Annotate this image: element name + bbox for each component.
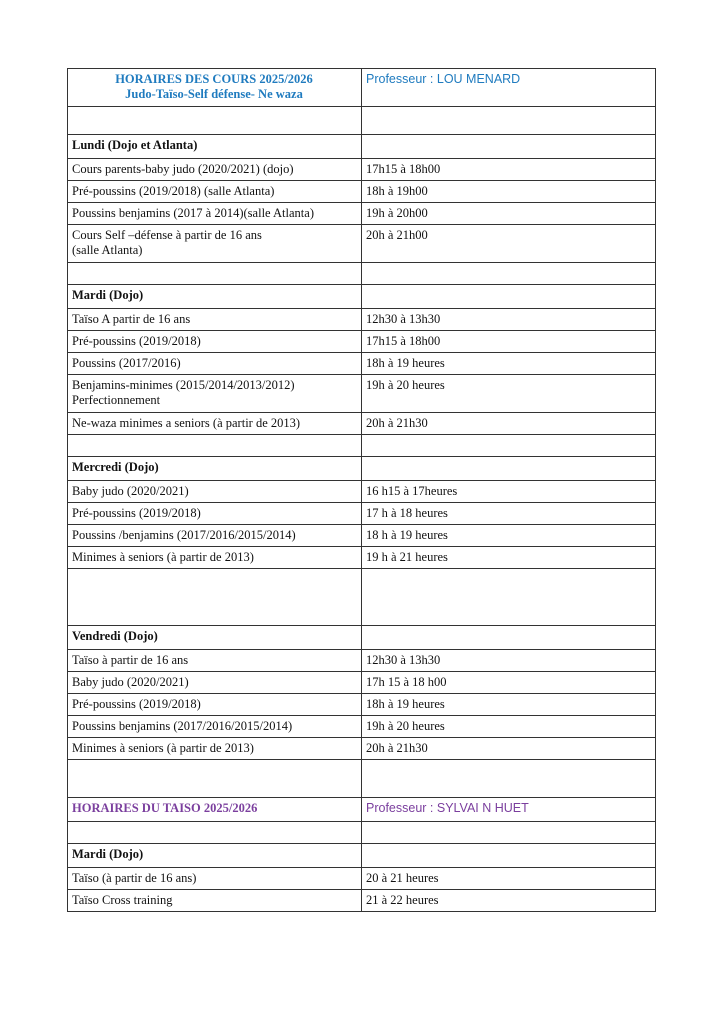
course-name-line: Taïso Cross training xyxy=(72,893,173,907)
taiso-header-row xyxy=(68,798,656,822)
day-label: Mercredi (Dojo) xyxy=(68,457,362,481)
course-row xyxy=(68,890,656,912)
course-name-line: Ne-waza minimes a seniors (à partir de 2013) xyxy=(72,416,301,430)
spacer-cell xyxy=(362,107,656,135)
spacer-cell xyxy=(68,263,362,285)
course-name-line: (salle Atlanta) xyxy=(72,243,143,257)
spacer-cell xyxy=(68,569,362,626)
course-row xyxy=(68,159,656,181)
day-row xyxy=(68,626,656,650)
course-time: 20h à 21h30 xyxy=(362,738,656,760)
course-row xyxy=(68,375,656,413)
course-name xyxy=(68,547,362,569)
course-name xyxy=(68,481,362,503)
course-time: 18h à 19 heures xyxy=(362,353,656,375)
course-row xyxy=(68,694,656,716)
taiso-professor-label: Professeur : SYLVAI N HUET xyxy=(362,798,656,822)
day-label: Lundi (Dojo et Atlanta) xyxy=(68,135,362,159)
course-name-line: Taïso A partir de 16 ans xyxy=(72,312,191,326)
spacer-row xyxy=(68,263,656,285)
course-name xyxy=(68,181,362,203)
course-name xyxy=(68,738,362,760)
course-time: 18h à 19 heures xyxy=(362,694,656,716)
course-row xyxy=(68,503,656,525)
day-label: Vendredi (Dojo) xyxy=(68,626,362,650)
day-empty-cell xyxy=(362,457,656,481)
header-row xyxy=(68,69,656,107)
course-name xyxy=(68,503,362,525)
spacer-cell xyxy=(362,760,656,798)
course-time: 12h30 à 13h30 xyxy=(362,650,656,672)
spacer-cell xyxy=(68,435,362,457)
course-name-line: Pré-poussins (2019/2018) xyxy=(72,506,201,520)
spacer-cell xyxy=(68,822,362,844)
spacer-row xyxy=(68,107,656,135)
course-time: 17h15 à 18h00 xyxy=(362,331,656,353)
course-name xyxy=(68,890,362,912)
course-name-line: Poussins benjamins (2017 à 2014)(salle Atlanta) xyxy=(72,206,314,220)
course-name-line: Pré-poussins (2019/2018) xyxy=(72,334,201,348)
course-name-line: Perfectionnement xyxy=(72,393,161,407)
course-time: 21 à 22 heures xyxy=(362,890,656,912)
day-row xyxy=(68,844,656,868)
day-row xyxy=(68,285,656,309)
course-row xyxy=(68,353,656,375)
course-time: 18h à 19h00 xyxy=(362,181,656,203)
course-name-line: Benjamins-minimes (2015/2014/2013/2012) xyxy=(72,378,295,392)
course-time: 16 h15 à 17heures xyxy=(362,481,656,503)
course-name xyxy=(68,716,362,738)
course-name xyxy=(68,868,362,890)
course-time: 20h à 21h30 xyxy=(362,413,656,435)
taiso-title: HORAIRES DU TAISO 2025/2026 xyxy=(68,798,362,822)
spacer-cell xyxy=(362,569,656,626)
day-label: Mardi (Dojo) xyxy=(68,285,362,309)
course-row xyxy=(68,225,656,263)
course-name xyxy=(68,413,362,435)
course-row xyxy=(68,868,656,890)
day-empty-cell xyxy=(362,135,656,159)
course-row xyxy=(68,738,656,760)
course-row xyxy=(68,181,656,203)
course-name xyxy=(68,694,362,716)
course-name-line: Minimes à seniors (à partir de 2013) xyxy=(72,741,254,755)
schedule-title xyxy=(68,69,362,107)
course-name xyxy=(68,225,362,263)
schedule-table xyxy=(67,68,656,912)
day-empty-cell xyxy=(362,626,656,650)
course-name-line: Poussins (2017/2016) xyxy=(72,356,181,370)
course-time: 17h15 à 18h00 xyxy=(362,159,656,181)
course-row xyxy=(68,716,656,738)
spacer-cell xyxy=(68,760,362,798)
course-name xyxy=(68,353,362,375)
course-name-line: Minimes à seniors (à partir de 2013) xyxy=(72,550,254,564)
course-row xyxy=(68,309,656,331)
spacer-cell xyxy=(362,822,656,844)
spacer-row xyxy=(68,822,656,844)
day-empty-cell xyxy=(362,285,656,309)
course-name-line: Baby judo (2020/2021) xyxy=(72,484,189,498)
schedule-title-line2: Judo-Taïso-Self défense- Ne waza xyxy=(125,87,303,101)
course-row xyxy=(68,672,656,694)
course-name-line: Taïso (à partir de 16 ans) xyxy=(72,871,197,885)
professor-label: Professeur : LOU MENARD xyxy=(362,69,656,107)
course-name-line: Cours parents-baby judo (2020/2021) (dojo) xyxy=(72,162,294,176)
course-row xyxy=(68,650,656,672)
course-time: 17 h à 18 heures xyxy=(362,503,656,525)
spacer-row xyxy=(68,760,656,798)
course-name-line: Baby judo (2020/2021) xyxy=(72,675,189,689)
course-name-line: Poussins /benjamins (2017/2016/2015/2014) xyxy=(72,528,296,542)
course-name xyxy=(68,309,362,331)
course-time: 18 h à 19 heures xyxy=(362,525,656,547)
course-row xyxy=(68,547,656,569)
spacer-cell xyxy=(68,107,362,135)
spacer-row xyxy=(68,569,656,626)
course-time: 20 à 21 heures xyxy=(362,868,656,890)
course-time: 20h à 21h00 xyxy=(362,225,656,263)
spacer-cell xyxy=(362,435,656,457)
course-row xyxy=(68,331,656,353)
course-time: 19h à 20 heures xyxy=(362,375,656,413)
course-row xyxy=(68,481,656,503)
course-name-line: Cours Self –défense à partir de 16 ans xyxy=(72,228,262,242)
course-name xyxy=(68,375,362,413)
course-name xyxy=(68,650,362,672)
course-name xyxy=(68,672,362,694)
course-time: 19 h à 21 heures xyxy=(362,547,656,569)
day-label: Mardi (Dojo) xyxy=(68,844,362,868)
day-empty-cell xyxy=(362,844,656,868)
spacer-cell xyxy=(362,263,656,285)
course-name-line: Taïso à partir de 16 ans xyxy=(72,653,189,667)
spacer-row xyxy=(68,435,656,457)
course-name-line: Pré-poussins (2019/2018) xyxy=(72,697,201,711)
schedule-title-line1: HORAIRES DES COURS 2025/2026 xyxy=(115,72,313,86)
course-row xyxy=(68,525,656,547)
day-row xyxy=(68,457,656,481)
course-time: 19h à 20 heures xyxy=(362,716,656,738)
day-row xyxy=(68,135,656,159)
course-time: 19h à 20h00 xyxy=(362,203,656,225)
course-name-line: Pré-poussins (2019/2018) (salle Atlanta) xyxy=(72,184,275,198)
course-name xyxy=(68,525,362,547)
course-row xyxy=(68,203,656,225)
course-name-line: Poussins benjamins (2017/2016/2015/2014) xyxy=(72,719,293,733)
course-name xyxy=(68,331,362,353)
course-row xyxy=(68,413,656,435)
course-time: 12h30 à 13h30 xyxy=(362,309,656,331)
course-name xyxy=(68,203,362,225)
course-name xyxy=(68,159,362,181)
course-time: 17h 15 à 18 h00 xyxy=(362,672,656,694)
